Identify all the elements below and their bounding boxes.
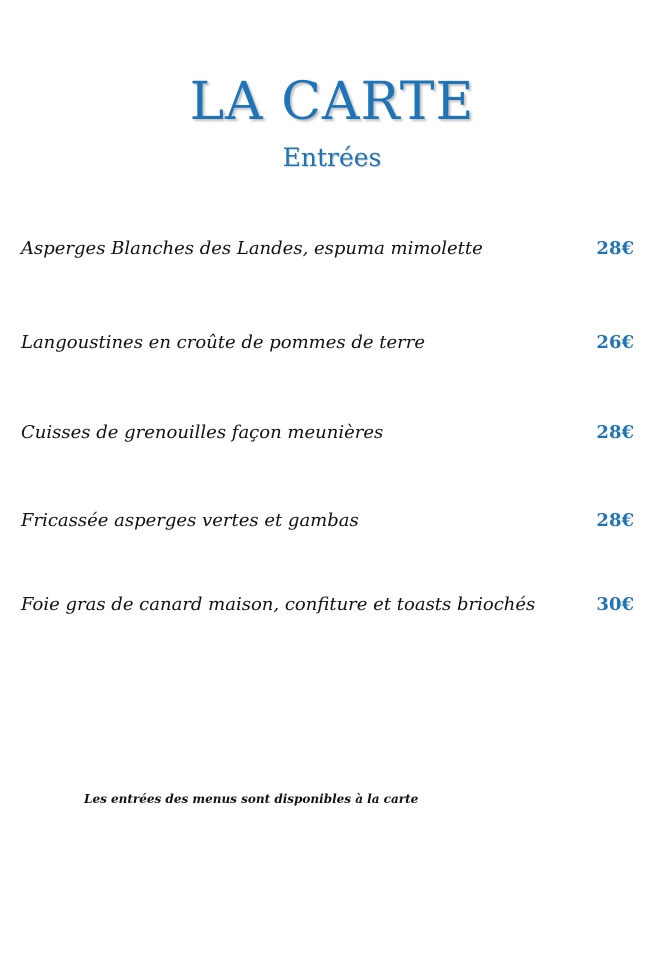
- dish-price: 28€: [596, 238, 634, 259]
- dish-name: Fricassée asperges vertes et gambas: [21, 510, 359, 531]
- menu-item: [21, 592, 634, 618]
- dish-name: Foie gras de canard maison, confiture et toasts briochés: [21, 594, 536, 615]
- menu-item: [21, 420, 634, 446]
- dish-price: 28€: [596, 422, 634, 443]
- section-subtitle: Entrées: [282, 143, 382, 172]
- dish-name: Asperges Blanches des Landes, espuma mimolette: [21, 238, 483, 259]
- menu-item: [21, 236, 634, 262]
- dish-price: 30€: [596, 594, 634, 615]
- dish-price: 26€: [596, 332, 634, 353]
- footer-note: Les entrées des menus sont disponibles à la carte: [84, 792, 419, 806]
- page-title: LA CARTE: [189, 72, 475, 132]
- dish-name: Cuisses de grenouilles façon meunières: [21, 422, 384, 443]
- dish-price: 28€: [596, 510, 634, 531]
- menu-item: [21, 508, 634, 534]
- dish-name: Langoustines en croûte de pommes de terre: [21, 332, 425, 353]
- menu-item: [21, 330, 634, 356]
